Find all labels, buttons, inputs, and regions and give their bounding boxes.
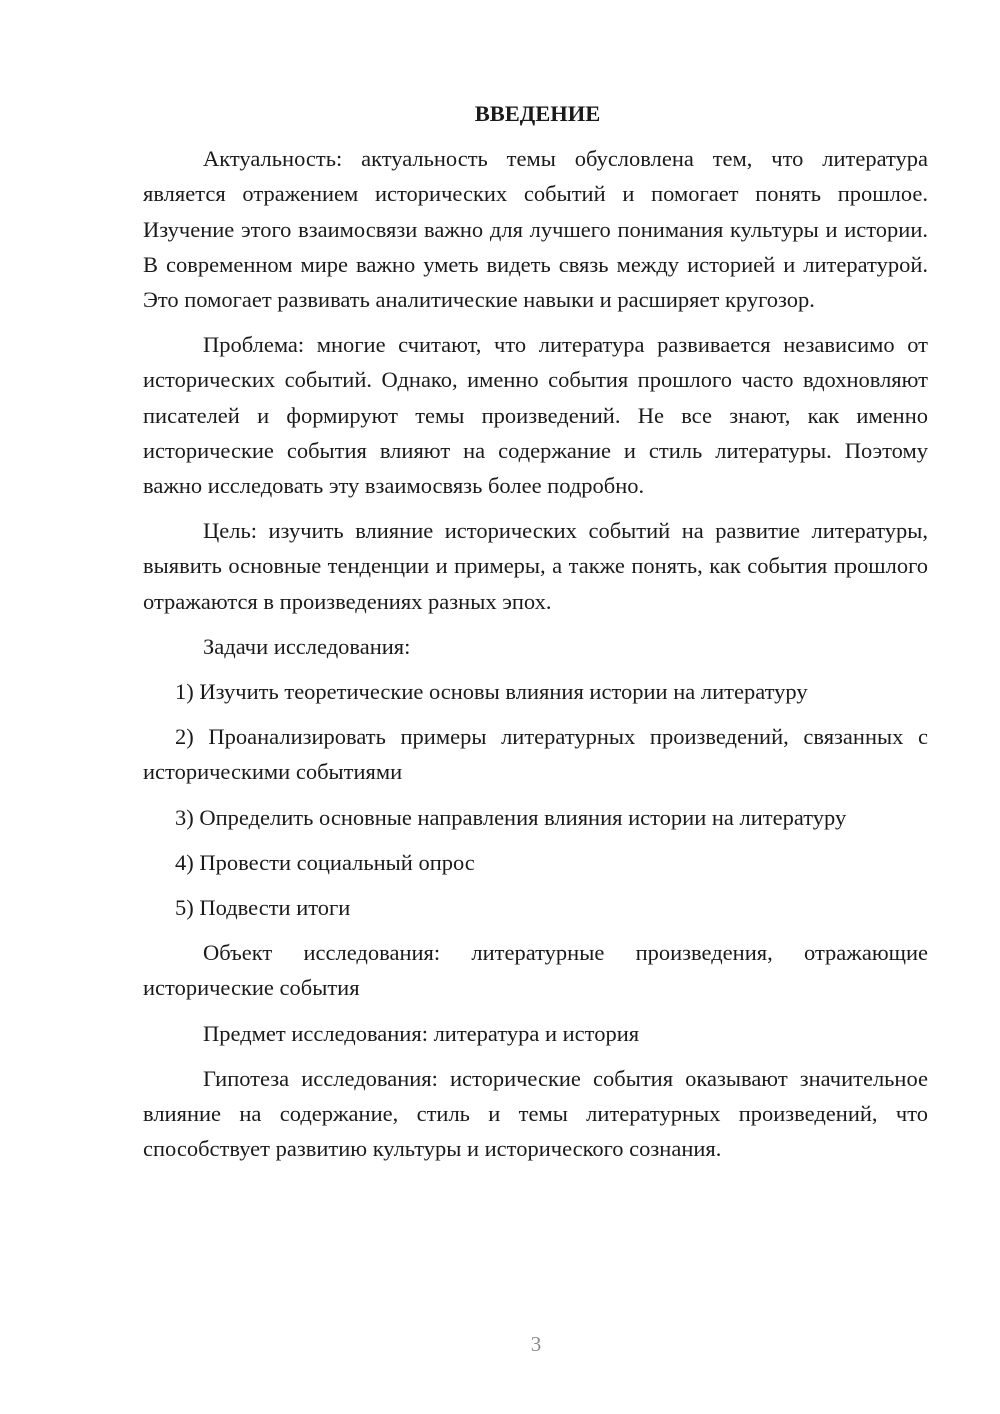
problem-paragraph: Проблема: многие считают, что литература развивается независимо от исторических событий. Однако, именно события прошлого часто вдохновляют писателей и формируют темы произведений. Не все знают, как именно исторические события влияют на содержание и стиль литературы. Поэтому важно исследовать эту взаимосвязь более подробно. [143, 332, 928, 499]
research-object-paragraph: Объект исследования: литературные произведения, отражающие исторические события [143, 940, 928, 1001]
task-item-1: 1) Изучить теоретические основы влияния истории на литературу [175, 679, 808, 705]
document-body [143, 96, 928, 1176]
task-item-2: 2) Проанализировать примеры литературных произведений, связанных с историческими событиями [143, 724, 928, 785]
hypothesis-paragraph: Гипотеза исследования: исторические события оказывают значительное влияние на содержание, стиль и темы литературных произведений, что способствует развитию культуры и исторического сознания. [143, 1065, 928, 1162]
section-title: ВВЕДЕНИЕ [474, 101, 601, 126]
relevance-paragraph: Актуальность: актуальность темы обусловлена тем, что литература является отражением исторических событий и помогает понять прошлое. Изучение этого взаимосвязи важно для лучшего понимания культуры и истории. В современном мире важно уметь видеть связь между историей и литературой. Это помогает развивать аналитические навыки и расширяет кругозор. [143, 146, 928, 313]
task-item-4: 4) Провести социальный опрос [175, 849, 475, 875]
task-item-3: 3) Определить основные направления влияния истории на литературу [175, 804, 847, 830]
research-subject-paragraph: Предмет исследования: литература и история [203, 1020, 640, 1046]
tasks-heading: Задачи исследования: [203, 633, 411, 659]
page-number: 3 [530, 1332, 542, 1356]
goal-paragraph: Цель: изучить влияние исторических событий на развитие литературы, выявить основные тенденции и примеры, а также понять, как события прошлого отражаются в произведениях разных эпох. [143, 518, 928, 614]
task-item-5: 5) Подвести итоги [175, 895, 351, 921]
